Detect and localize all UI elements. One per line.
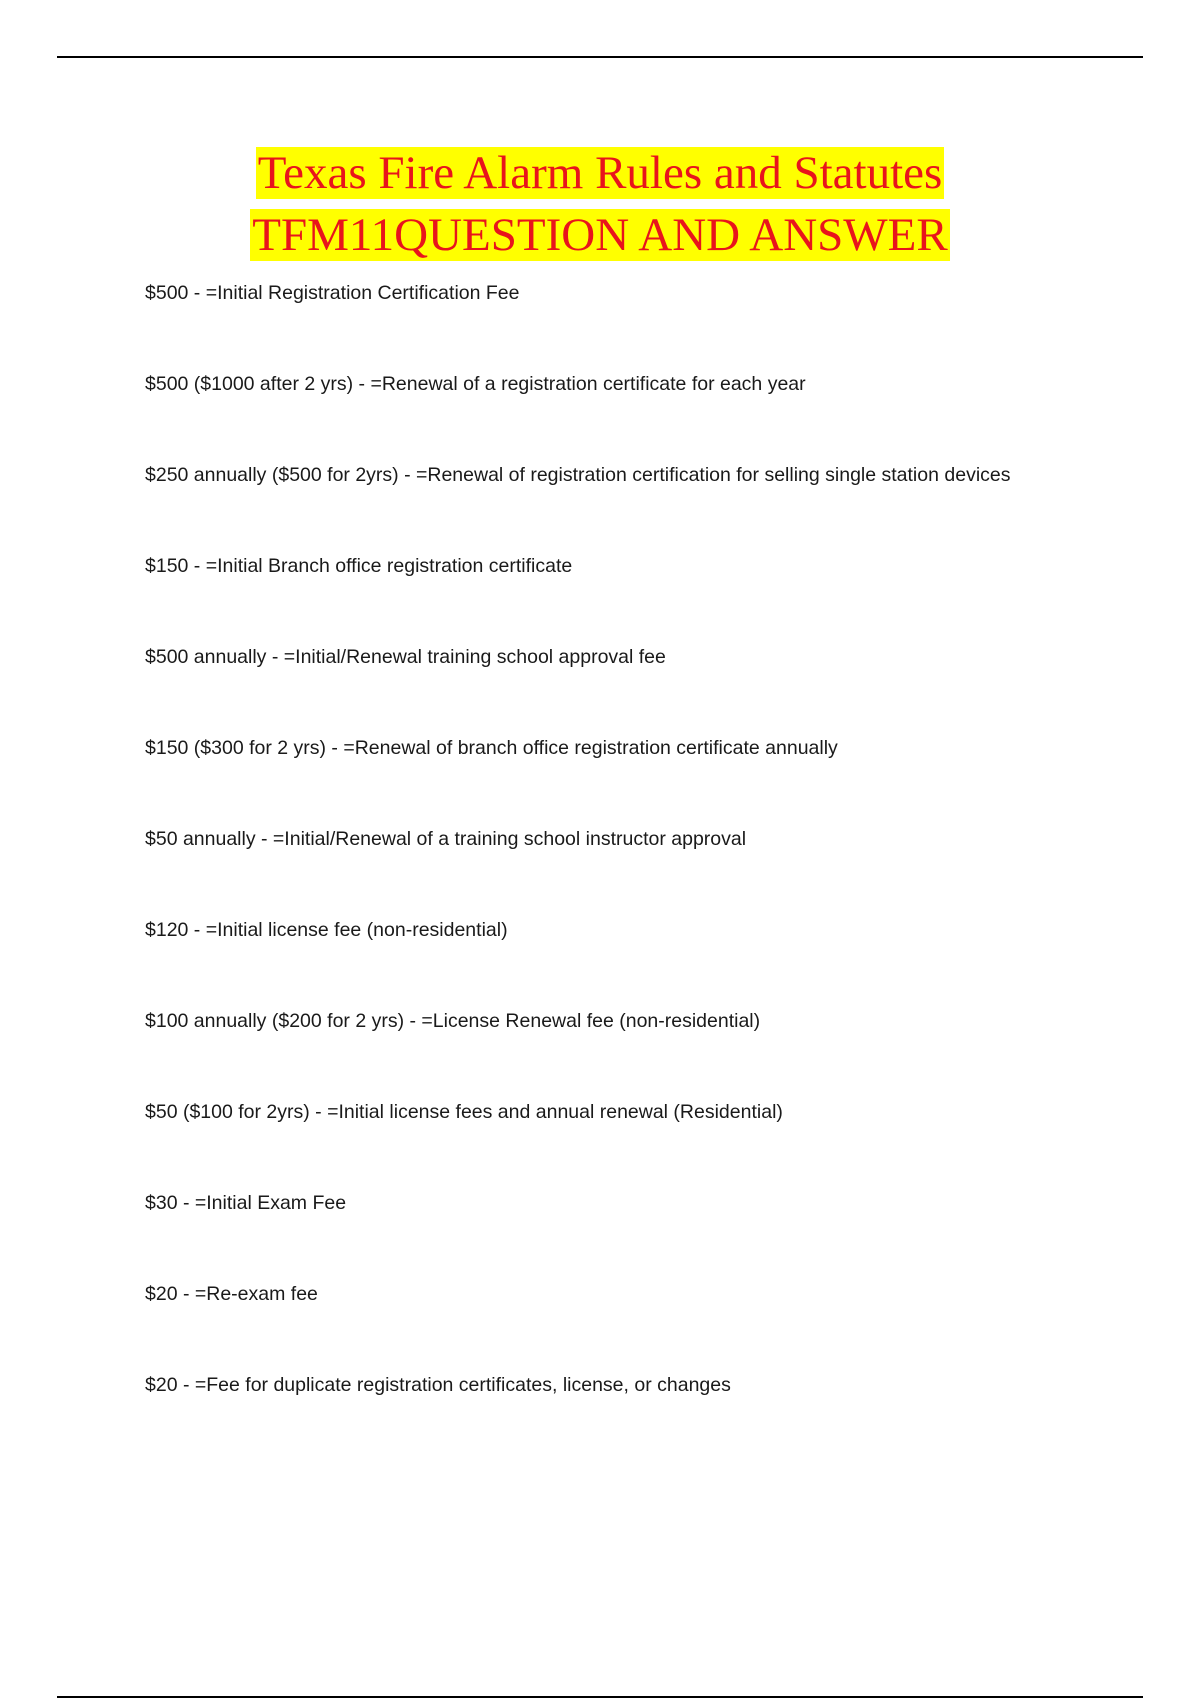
list-item: $500 - =Initial Registration Certification Fee bbox=[145, 282, 520, 304]
list-item: $30 - =Initial Exam Fee bbox=[145, 1192, 347, 1214]
top-divider bbox=[57, 56, 1143, 58]
list-item: $150 ($300 for 2 yrs) - =Renewal of branch office registration certificate annually bbox=[145, 737, 838, 759]
title-text-2: TFM11QUESTION AND ANSWER bbox=[252, 209, 948, 261]
list-item: $20 - =Re-exam fee bbox=[145, 1283, 318, 1305]
list-item: $150 - =Initial Branch office registration certificate bbox=[145, 555, 573, 577]
list-item: $250 annually ($500 for 2yrs) - =Renewal of registration certification for selling single station devices bbox=[145, 464, 1011, 486]
list-item: $120 - =Initial license fee (non-residential) bbox=[145, 919, 508, 941]
title-text-1: Texas Fire Alarm Rules and Statutes bbox=[257, 147, 943, 199]
question-answer-list bbox=[145, 280, 1145, 1463]
list-item: $100 annually ($200 for 2 yrs) - =License Renewal fee (non-residential) bbox=[145, 1010, 761, 1032]
list-item: $500 ($1000 after 2 yrs) - =Renewal of a registration certificate for each year bbox=[145, 373, 806, 395]
title-line-1 bbox=[0, 142, 1200, 204]
list-item: $50 ($100 for 2yrs) - =Initial license fees and annual renewal (Residential) bbox=[145, 1101, 783, 1123]
list-item: $20 - =Fee for duplicate registration certificates, license, or changes bbox=[145, 1374, 731, 1396]
list-item: $500 annually - =Initial/Renewal training school approval fee bbox=[145, 646, 666, 668]
document-title bbox=[0, 142, 1200, 266]
title-line-2 bbox=[0, 204, 1200, 266]
bottom-divider bbox=[57, 1696, 1143, 1698]
list-item: $50 annually - =Initial/Renewal of a training school instructor approval bbox=[145, 828, 747, 850]
